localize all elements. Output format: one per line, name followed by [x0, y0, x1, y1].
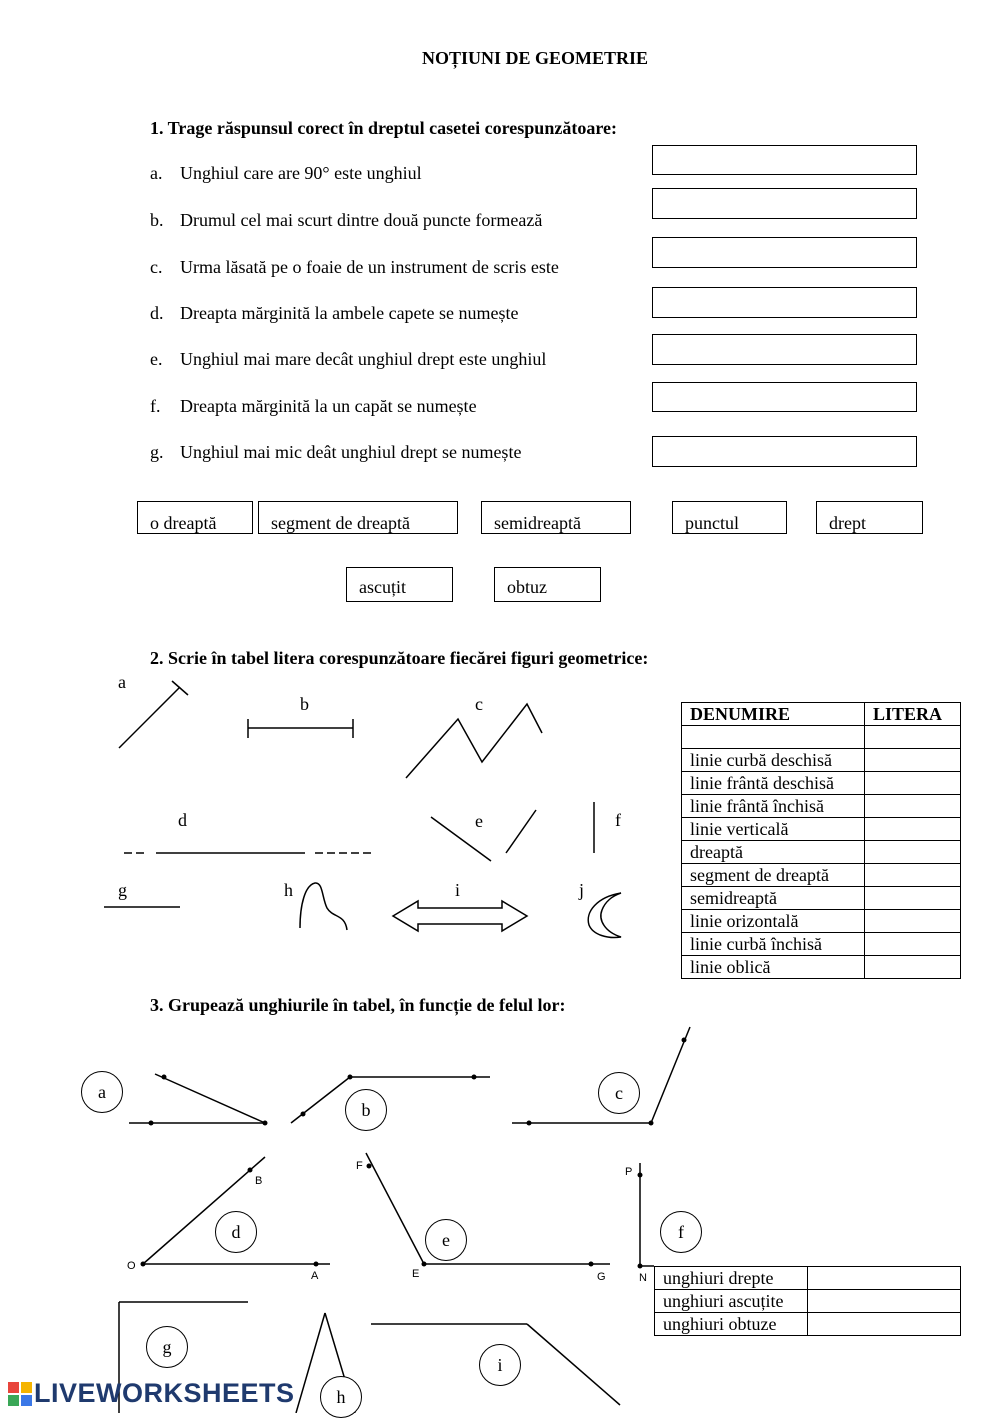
item-letter: e.: [150, 349, 163, 369]
item-letter: g.: [150, 442, 164, 462]
table-header-denumire: DENUMIRE: [682, 703, 865, 726]
angle-type-cell: unghiuri ascuțite: [655, 1290, 808, 1313]
denumire-cell: linie curbă deschisă: [682, 749, 865, 772]
tile-label: semidreaptă: [494, 513, 581, 533]
point-label-a: A: [311, 1270, 319, 1282]
denumire-cell: linie oblică: [682, 956, 865, 979]
item-letter: b.: [150, 210, 164, 230]
point-label-f: F: [356, 1160, 363, 1172]
item-text: Unghiul mai mic deât unghiul drept se numește: [180, 442, 522, 462]
figure-label-h: h: [284, 880, 293, 900]
angle-label-circle: f: [660, 1211, 702, 1253]
denumire-cell: linie orizontală: [682, 910, 865, 933]
tile-label: segment de dreaptă: [271, 513, 410, 533]
table-header-litera: LITERA: [865, 703, 961, 726]
angle-c: [512, 1027, 690, 1123]
angle-b: [291, 1077, 490, 1123]
angle-type-cell: unghiuri obtuze: [655, 1313, 808, 1336]
tile-label: o dreaptă: [150, 513, 217, 533]
angle-label-circle: h: [320, 1376, 362, 1418]
figure-label-d: d: [178, 810, 187, 830]
angle-label-circle: e: [425, 1219, 467, 1261]
angle-label-circle: b: [345, 1089, 387, 1131]
point-label-e: E: [412, 1268, 420, 1280]
liveworksheets-watermark: LIVEWORKSHEETS: [34, 1378, 295, 1408]
angle-label-circle: g: [146, 1326, 188, 1368]
denumire-cell: linie curbă închisă: [682, 933, 865, 956]
tile-label: ascuțit: [359, 577, 406, 597]
item-text: Unghiul care are 90° este unghiul: [180, 163, 422, 183]
angle-e: [366, 1153, 610, 1264]
figure-j-closed-curve: [588, 893, 621, 938]
figure-h-open-curve: [300, 883, 347, 930]
figure-label-i: i: [455, 880, 461, 900]
figure-label-a: a: [118, 672, 126, 692]
point-label-g: G: [597, 1271, 606, 1283]
angle-f: [640, 1163, 654, 1266]
tile-label: punctul: [685, 513, 739, 533]
item-letter: a.: [150, 163, 163, 183]
figure-label-g: g: [118, 880, 127, 900]
page-title: NOȚIUNI DE GEOMETRIE: [421, 48, 649, 68]
figure-a-ray: [119, 681, 188, 748]
denumire-cell: segment de dreaptă: [682, 864, 865, 887]
figure-e-oblique: [431, 810, 536, 861]
denumire-cell: linie frântă închisă: [682, 795, 865, 818]
exercise3-heading: 3. Grupează unghiurile în tabel, în funcție de felul lor:: [150, 995, 566, 1015]
item-letter: c.: [150, 257, 163, 277]
figure-i-double-arrow: [393, 901, 527, 931]
item-text: Drumul cel mai scurt dintre două puncte formează: [180, 210, 543, 230]
item-text: Urma lăsată pe o foaie de un instrument de scris este: [180, 257, 559, 277]
item-letter: f.: [150, 396, 161, 416]
item-letter: d.: [150, 303, 164, 323]
point-label-p: P: [625, 1166, 633, 1178]
figure-c-broken-line: [406, 704, 542, 778]
item-text: Unghiul mai mare decât unghiul drept este unghiul: [180, 349, 547, 369]
tile-label: obtuz: [507, 577, 547, 597]
angle-label-circle: d: [215, 1211, 257, 1253]
liveworksheets-logo-icon: [8, 1382, 32, 1406]
exercise1-heading: 1. Trage răspunsul corect în dreptul casetei corespunzătoare:: [150, 118, 617, 138]
figure-label-c: c: [475, 694, 483, 714]
point-label-o: O: [127, 1260, 136, 1272]
denumire-cell: linie verticală: [682, 818, 865, 841]
exercise2-heading: 2. Scrie în tabel litera corespunzătoare fiecărei figuri geometrice:: [150, 648, 649, 668]
angle-label-circle: a: [81, 1071, 123, 1113]
denumire-cell: linie frântă deschisă: [682, 772, 865, 795]
denumire-cell: dreaptă: [682, 841, 865, 864]
point-label-n: N: [639, 1272, 647, 1284]
tile-label: drept: [829, 513, 866, 533]
figure-label-f: f: [615, 810, 621, 830]
figure-label-b: b: [300, 694, 309, 714]
angle-a: [129, 1074, 265, 1123]
figure-label-j: j: [579, 880, 585, 900]
figure-label-e: e: [475, 811, 483, 831]
angle-label-circle: c: [598, 1072, 640, 1114]
angle-label-circle: i: [479, 1344, 521, 1386]
item-text: Dreapta mărginită la ambele capete se numește: [180, 303, 519, 323]
point-label-b: B: [255, 1175, 263, 1187]
item-text: Dreapta mărginită la un capăt se numește: [180, 396, 477, 416]
angle-type-cell: unghiuri drepte: [655, 1267, 808, 1290]
denumire-cell: semidreaptă: [682, 887, 865, 910]
figure-b-segment: [248, 719, 353, 738]
